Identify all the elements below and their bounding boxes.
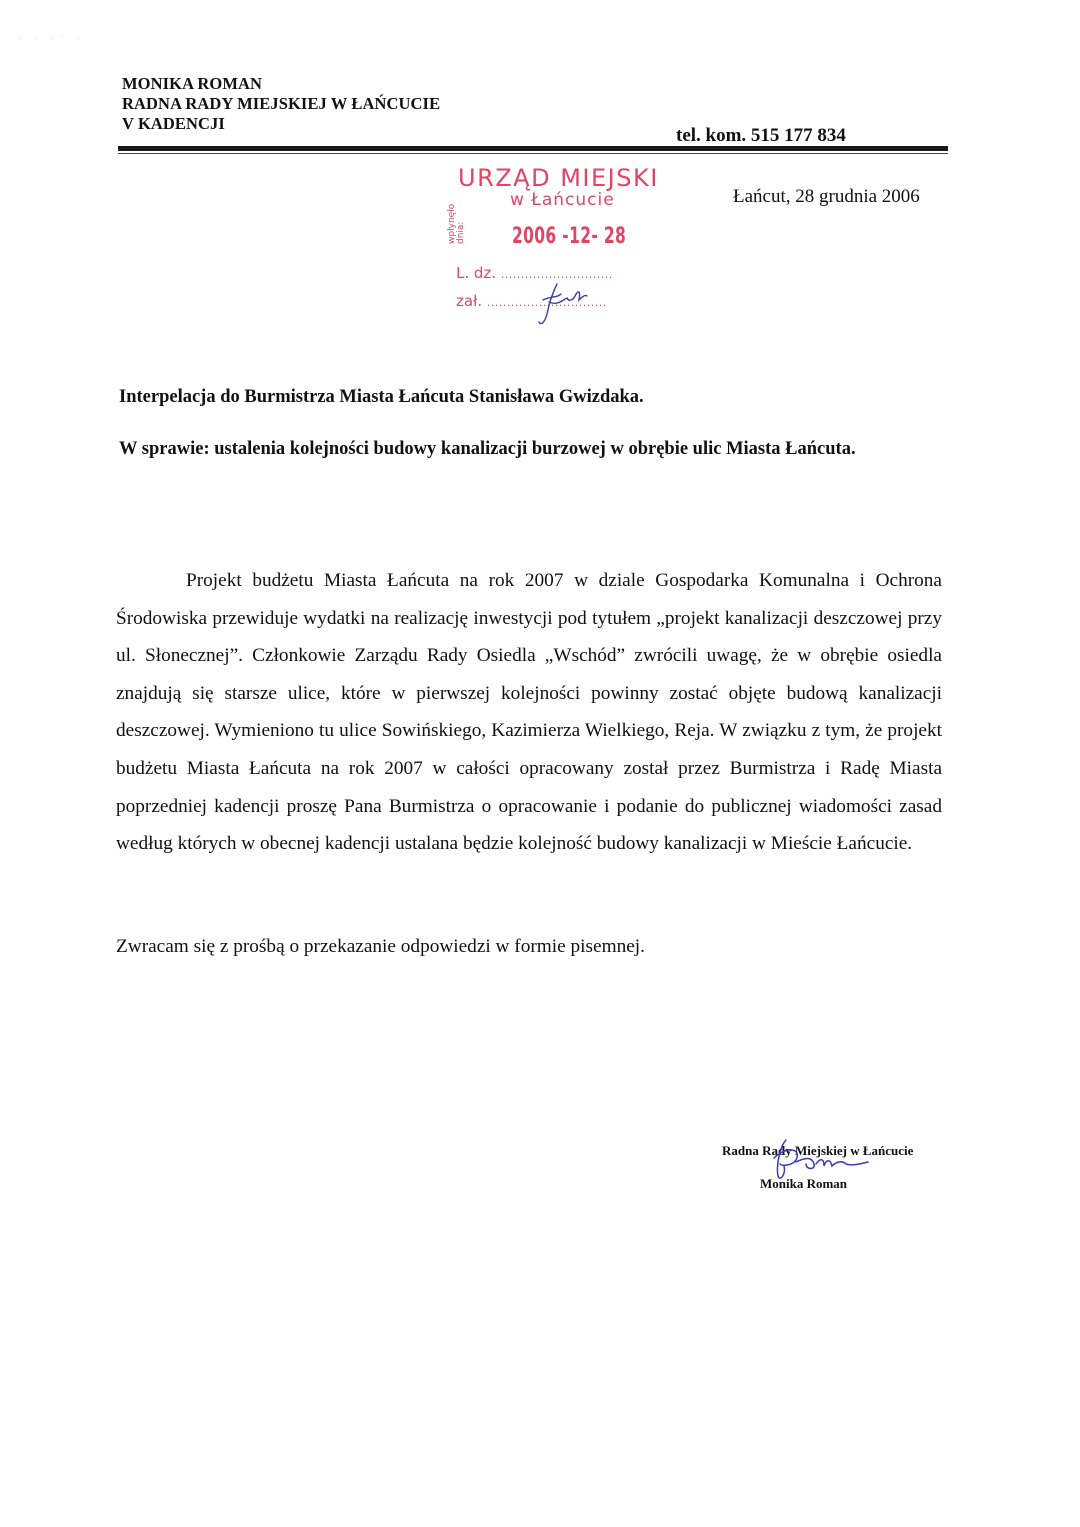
document-body: [116, 562, 942, 863]
header-rule-thin: [118, 153, 948, 154]
stamp-office: URZĄD MIEJSKI: [458, 164, 659, 192]
place-and-date: Łańcut, 28 grudnia 2006: [733, 186, 920, 207]
signatory-role: Radna Rady Miejskiej w Łańcucie: [722, 1143, 914, 1158]
stamp-signature-icon: [535, 278, 605, 328]
signatory-name: Monika Roman: [760, 1176, 848, 1191]
author-term: V KADENCJI: [122, 114, 225, 133]
scan-artifacts: · · ·˙ ·: [18, 34, 86, 43]
closing-sentence: Zwracam się z prośbą o przekazanie odpowiedzi w formie pisemnej.: [116, 936, 645, 957]
stamp-received-date: 2006 -12- 28: [512, 224, 627, 249]
stamp-zal: zał. ..............................: [456, 292, 607, 310]
author-name: MONIKA ROMAN: [122, 74, 263, 93]
handwritten-signature-icon: [756, 1136, 876, 1196]
stamp-received-label: wpłynęło dnia:: [447, 203, 466, 244]
stamp-ldz: L. dz. ............................: [456, 264, 613, 282]
author-position: RADNA RADY MIEJSKIEJ W ŁAŃCUCIE: [122, 94, 441, 113]
phone-number: tel. kom. 515 177 834: [676, 125, 846, 146]
header-rule-thick: [118, 146, 948, 151]
letterhead: [122, 74, 440, 134]
document-subject: W sprawie: ustalenia kolejności budowy kanalizacji burzowej w obrębie ulic Miasta Łańcuta.: [119, 439, 856, 459]
body-paragraph: Projekt budżetu Miasta Łańcuta na rok 2007 w dziale Gospodarka Komunalna i Ochrona Środowiska przewiduje wydatki na realizację inwestycji pod tytułem „projekt kanalizacji deszczowej przy ul. Słonecznej”. Członkowie Zarządu Rady Osiedla „Wschód” zwrócili uwagę, że w obrębie osiedla znajdują się starsze ulice, które w pierwszej kolejności powinny zostać objęte budową kanalizacji deszczowej. Wymieniono tu ulice Sowińskiego, Kazimierza Wielkiego, Reja. W związku z tym, że projekt budżetu Miasta Łańcuta na rok 2007 w całości opracowany został przez Burmistrza i Radę Miasta poprzedniej kadencji proszę Pana Burmistrza o opracowanie i podanie do publicznej wiadomości zasad według których w obecnej kadencji ustalana będzie kolejność budowy kanalizacji w Mieście Łańcucie.: [116, 570, 942, 855]
stamp-city: w Łańcucie: [510, 190, 615, 210]
document-title: Interpelacja do Burmistrza Miasta Łańcuta Stanisława Gwizdaka.: [119, 387, 644, 407]
